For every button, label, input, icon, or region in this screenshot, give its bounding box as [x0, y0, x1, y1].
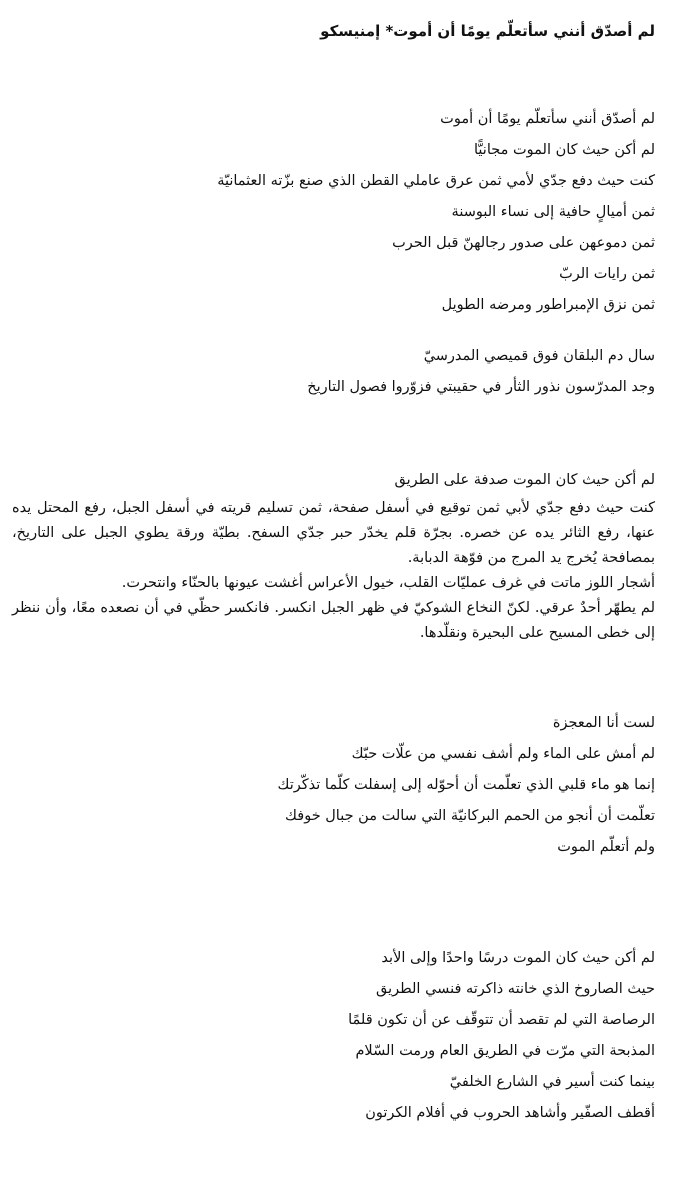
- poem-line: ثمن رايات الربّ: [559, 266, 655, 282]
- poem-line: لم أكن حيث كان الموت مجانيًّا: [474, 142, 655, 158]
- poem-line: وجد المدرّسون نذور الثأر في حقيبتي فزوّروا فصول التاريخ: [307, 379, 655, 395]
- stanza-5: [12, 943, 655, 1129]
- poem-line: لم أصدّق أنني سأتعلّم يومًا أن أموت: [440, 111, 655, 127]
- poem-line: كنت حيث دفع جدّي لأمي ثمن عرق عاملي القطن الذي صنع بزّته العثمانيّة: [217, 173, 655, 189]
- poem-line: لم أكن حيث كان الموت صدفة على الطريق: [394, 472, 655, 488]
- poem-line: لم أكن حيث كان الموت درسًا واحدًا وإلى الأبد: [381, 950, 655, 966]
- poem-paragraph: لم يطهّر أحدٌ عرقي. لكنّ النخاع الشوكيّ في ظهر الجبل انكسر. فانكسر حظّي في أن نصعده معًا، وأن ننظر إلى خطى المسيح على البحيرة ونقلّدها.: [12, 600, 655, 641]
- poem-line: ثمن نزق الإمبراطور ومرضه الطويل: [441, 297, 655, 313]
- poem-line: بينما كنت أسير في الشارع الخلفيّ: [449, 1074, 655, 1090]
- poem-line: الرصاصة التي لم تقصد أن تتوقّف عن أن تكون قلمًا: [348, 1012, 655, 1028]
- poem-line: إنما هو ماء قلبي الذي تعلّمت أن أحوّله إلى إسفلت كلّما تذكّرتك: [277, 777, 655, 793]
- poem-line: المذبحة التي مرّت في الطريق العام ورمت السّلام: [355, 1043, 655, 1059]
- poem-line: أقطف الصفّير وأشاهد الحروب في أفلام الكرتون: [365, 1105, 655, 1121]
- poem-paragraph: كنت حيث دفع جدّي لأبي ثمن توقيع في أسفل صفحة، ثمن تسليم قريته في أسفل الجبل، رفع المحتل يده عنها، رفع الثائر يده عن خصره. بجرّة قلم يخدّر حبر جدّي السفح. بطيّة ورقة يطوي الجبل على التاريخ، بمصافحة يُخرج يد المرج من فوّهة الدبابة.: [12, 500, 655, 566]
- stanza-4: [12, 708, 655, 863]
- poem-paragraph: أشجار اللوز ماتت في غرف عمليّات القلب، خيول الأعراس أغشت عيونها بالحنّاء وانتحرت.: [121, 575, 655, 591]
- poem-title: لم أصدّق أنني سأتعلّم يومًا أن أموت* إمنيسكو: [320, 22, 655, 40]
- poem-line: ثمن أميالٍ حافية إلى نساء البوسنة: [451, 204, 655, 220]
- stanza-3: [12, 465, 655, 646]
- poem-line: لم أمش على الماء ولم أشف نفسي من علّات حبّك: [351, 746, 655, 762]
- poem-line: ولم أتعلّم الموت: [557, 839, 655, 855]
- stanza-1: [12, 104, 655, 321]
- poem-line: حيث الصاروخ الذي خانته ذاكرته فنسي الطريق: [375, 981, 655, 997]
- poem-line: لست أنا المعجزة: [552, 715, 655, 731]
- poem-line: سال دم البلقان فوق قميصي المدرسيّ: [423, 348, 655, 364]
- poem-line: تعلّمت أن أنجو من الحمم البركانيّة التي سالت من جبال خوفك: [285, 808, 655, 824]
- stanza-2: [12, 341, 655, 403]
- poem-line: ثمن دموعهن على صدور رجالهنّ قبل الحرب: [392, 235, 655, 251]
